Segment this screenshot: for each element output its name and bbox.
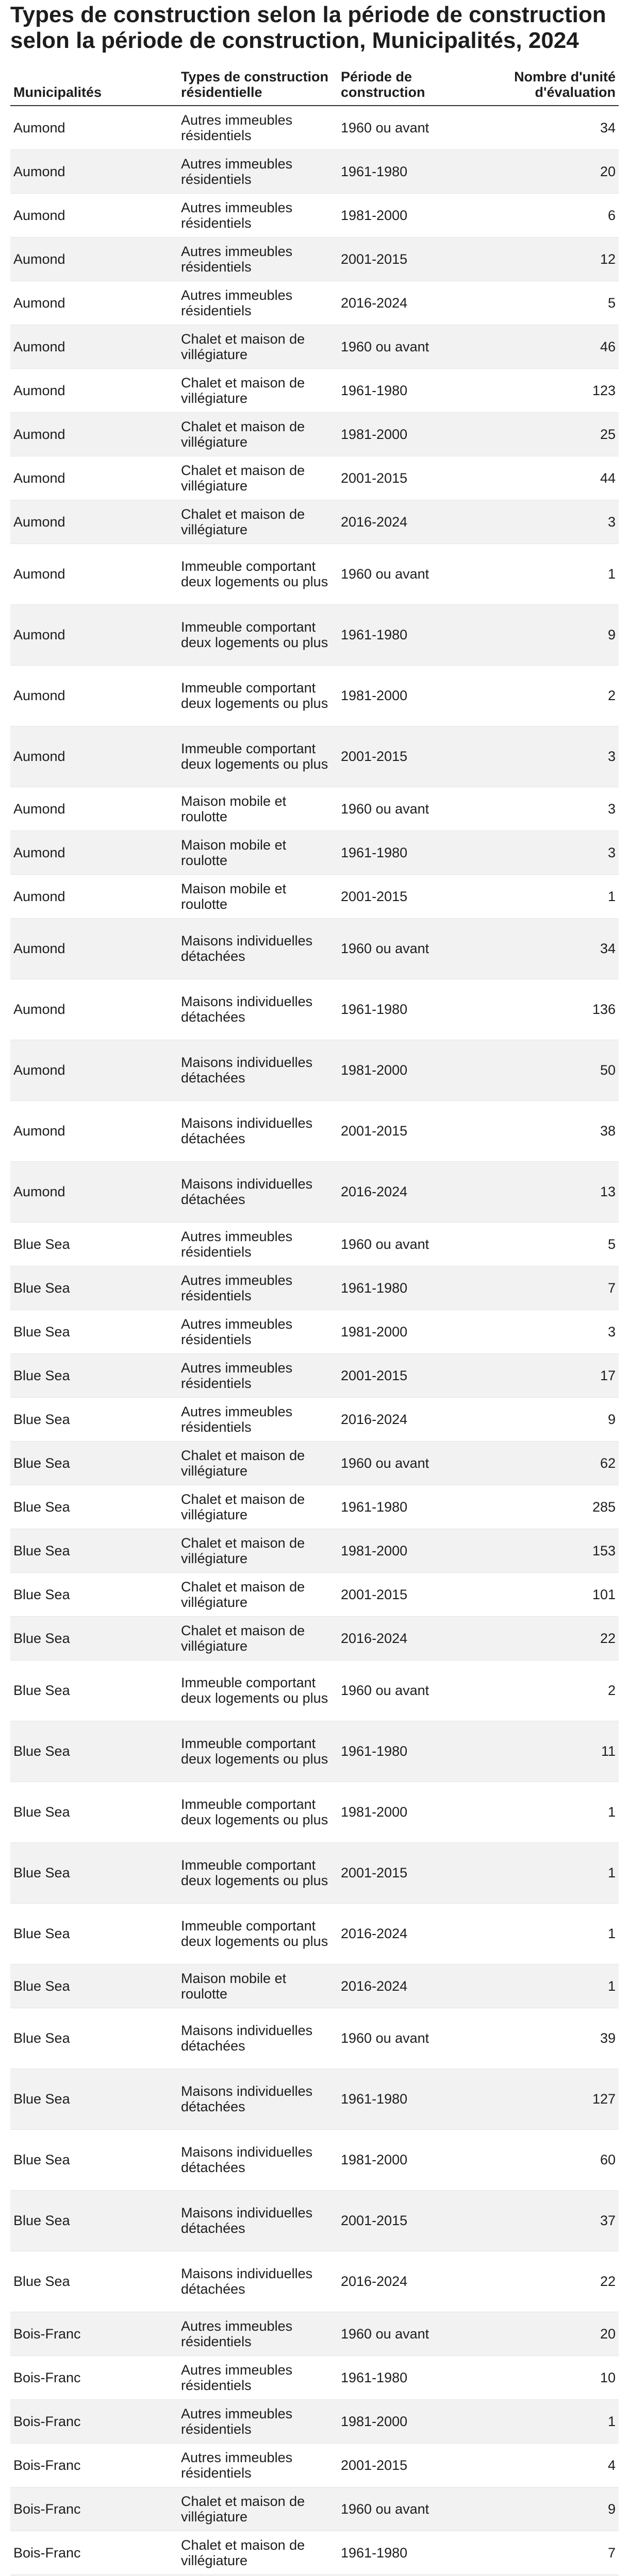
cell-nombre: 17	[492, 1353, 619, 1397]
cell-municipalite: Aumond	[10, 281, 178, 325]
table-row	[10, 2312, 619, 2355]
cell-municipalite: Bois-Franc	[10, 2355, 178, 2399]
cell-periode: 1981-2000	[338, 1782, 492, 1842]
cell-nombre: 12	[492, 237, 619, 281]
table-row	[10, 2399, 619, 2443]
cell-periode: 2016-2024	[338, 281, 492, 325]
cell-type: Maisons individuelles détachées	[178, 2251, 338, 2312]
cell-municipalite: Aumond	[10, 918, 178, 979]
table-row	[10, 237, 619, 281]
table-row	[10, 1842, 619, 1903]
cell-type: Chalet et maison de villégiature	[178, 1572, 338, 1616]
cell-type: Chalet et maison de villégiature	[178, 1441, 338, 1485]
cell-type: Maison mobile et roulotte	[178, 831, 338, 874]
table-row	[10, 325, 619, 368]
cell-municipalite: Aumond	[10, 456, 178, 500]
table-row	[10, 665, 619, 726]
cell-periode: 1961-1980	[338, 604, 492, 665]
cell-type: Chalet et maison de villégiature	[178, 500, 338, 544]
cell-type: Autres immeubles résidentiels	[178, 1310, 338, 1353]
cell-municipalite: Aumond	[10, 1040, 178, 1100]
cell-periode: 2016-2024	[338, 1964, 492, 2008]
cell-periode: 2001-2015	[338, 456, 492, 500]
cell-nombre: 127	[492, 2069, 619, 2129]
cell-type: Immeuble comportant deux logements ou plus	[178, 1660, 338, 1721]
cell-periode: 1961-1980	[338, 149, 492, 193]
cell-periode: 1961-1980	[338, 2531, 492, 2574]
table-row	[10, 604, 619, 665]
cell-municipalite: Aumond	[10, 665, 178, 726]
cell-municipalite: Blue Sea	[10, 1660, 178, 1721]
cell-type: Autres immeubles résidentiels	[178, 2312, 338, 2355]
cell-periode: 2001-2015	[338, 726, 492, 787]
cell-type: Immeuble comportant deux logements ou plus	[178, 604, 338, 665]
cell-nombre: 39	[492, 2008, 619, 2069]
cell-municipalite: Blue Sea	[10, 1572, 178, 1616]
table-row	[10, 1616, 619, 1660]
cell-periode: 2016-2024	[338, 1616, 492, 1660]
cell-periode: 1961-1980	[338, 831, 492, 874]
column-header-periode[interactable]: Période de construction	[338, 66, 492, 106]
table-row	[10, 918, 619, 979]
cell-municipalite: Aumond	[10, 544, 178, 604]
cell-nombre: 9	[492, 2487, 619, 2531]
cell-type: Chalet et maison de villégiature	[178, 456, 338, 500]
table-row	[10, 1100, 619, 1161]
cell-type: Immeuble comportant deux logements ou plus	[178, 1842, 338, 1903]
cell-municipalite: Aumond	[10, 412, 178, 456]
cell-periode: 1981-2000	[338, 193, 492, 237]
cell-type: Chalet et maison de villégiature	[178, 368, 338, 412]
cell-periode: 1981-2000	[338, 1040, 492, 1100]
cell-type: Autres immeubles résidentiels	[178, 2355, 338, 2399]
table-row	[10, 979, 619, 1040]
cell-periode: 1960 ou avant	[338, 1660, 492, 1721]
table-row	[10, 1397, 619, 1441]
cell-periode: 2001-2015	[338, 2190, 492, 2251]
cell-type: Maison mobile et roulotte	[178, 1964, 338, 2008]
cell-municipalite: Blue Sea	[10, 2008, 178, 2069]
cell-periode: 1961-1980	[338, 2069, 492, 2129]
cell-periode: 1981-2000	[338, 2399, 492, 2443]
cell-municipalite: Aumond	[10, 368, 178, 412]
cell-municipalite: Aumond	[10, 106, 178, 149]
cell-periode: 2001-2015	[338, 1353, 492, 1397]
cell-type: Autres immeubles résidentiels	[178, 237, 338, 281]
cell-municipalite: Aumond	[10, 726, 178, 787]
cell-nombre: 1	[492, 2399, 619, 2443]
cell-nombre: 5	[492, 1222, 619, 1266]
cell-type: Maisons individuelles détachées	[178, 2129, 338, 2190]
table-row	[10, 787, 619, 831]
column-header-municipalites[interactable]: Municipalités	[10, 66, 178, 106]
table-row	[10, 1040, 619, 1100]
column-header-nombre[interactable]: Nombre d'unité d'évaluation	[492, 66, 619, 106]
cell-municipalite: Blue Sea	[10, 2069, 178, 2129]
cell-periode: 1981-2000	[338, 412, 492, 456]
cell-nombre: 44	[492, 456, 619, 500]
cell-municipalite: Aumond	[10, 149, 178, 193]
cell-type: Chalet et maison de villégiature	[178, 1616, 338, 1660]
data-table	[10, 66, 619, 2576]
table-body	[10, 106, 619, 2576]
cell-periode: 2001-2015	[338, 1100, 492, 1161]
cell-type: Maisons individuelles détachées	[178, 1040, 338, 1100]
table-row	[10, 281, 619, 325]
cell-periode: 1960 ou avant	[338, 2312, 492, 2355]
table-row	[10, 412, 619, 456]
cell-nombre: 46	[492, 325, 619, 368]
cell-type: Autres immeubles résidentiels	[178, 193, 338, 237]
cell-nombre: 20	[492, 2312, 619, 2355]
cell-municipalite: Bois-Franc	[10, 2399, 178, 2443]
cell-periode: 2001-2015	[338, 2443, 492, 2487]
table-row	[10, 193, 619, 237]
table-row	[10, 1485, 619, 1529]
cell-nombre: 1	[492, 1964, 619, 2008]
cell-type: Immeuble comportant deux logements ou plus	[178, 1782, 338, 1842]
cell-nombre: 11	[492, 1721, 619, 1782]
cell-periode: 2001-2015	[338, 1842, 492, 1903]
cell-municipalite: Aumond	[10, 500, 178, 544]
page-title: Types de construction selon la période de construction selon la période de construction, Municipalités, 2024	[10, 2, 606, 53]
cell-periode: 1960 ou avant	[338, 1441, 492, 1485]
cell-periode: 1960 ou avant	[338, 325, 492, 368]
cell-type: Chalet et maison de villégiature	[178, 2531, 338, 2574]
cell-type: Autres immeubles résidentiels	[178, 1353, 338, 1397]
cell-periode: 2016-2024	[338, 1161, 492, 1222]
cell-municipalite: Aumond	[10, 787, 178, 831]
cell-nombre: 2	[492, 1660, 619, 1721]
cell-municipalite: Aumond	[10, 604, 178, 665]
cell-nombre: 1	[492, 1782, 619, 1842]
table-row	[10, 500, 619, 544]
cell-nombre: 3	[492, 500, 619, 544]
cell-type: Immeuble comportant deux logements ou plus	[178, 726, 338, 787]
cell-type: Autres immeubles résidentiels	[178, 149, 338, 193]
cell-periode: 1961-1980	[338, 2355, 492, 2399]
cell-type: Autres immeubles résidentiels	[178, 1266, 338, 1310]
cell-nombre: 13	[492, 1161, 619, 1222]
cell-type: Autres immeubles résidentiels	[178, 2399, 338, 2443]
cell-nombre: 3	[492, 831, 619, 874]
cell-type: Maisons individuelles détachées	[178, 1100, 338, 1161]
cell-periode: 2016-2024	[338, 1903, 492, 1964]
table-row	[10, 1441, 619, 1485]
cell-periode: 2016-2024	[338, 2251, 492, 2312]
table-row	[10, 1161, 619, 1222]
cell-nombre: 9	[492, 1397, 619, 1441]
cell-nombre: 153	[492, 1529, 619, 1572]
table-row	[10, 2190, 619, 2251]
table-header	[10, 66, 619, 106]
cell-nombre: 34	[492, 918, 619, 979]
table-row	[10, 2069, 619, 2129]
cell-nombre: 37	[492, 2190, 619, 2251]
cell-type: Maisons individuelles détachées	[178, 979, 338, 1040]
cell-municipalite: Aumond	[10, 1100, 178, 1161]
cell-municipalite: Aumond	[10, 193, 178, 237]
cell-municipalite: Blue Sea	[10, 1310, 178, 1353]
cell-type: Autres immeubles résidentiels	[178, 106, 338, 149]
cell-periode: 2016-2024	[338, 500, 492, 544]
cell-periode: 1981-2000	[338, 1529, 492, 1572]
cell-periode: 1981-2000	[338, 665, 492, 726]
cell-type: Autres immeubles résidentiels	[178, 2443, 338, 2487]
table-row	[10, 2487, 619, 2531]
column-header-types[interactable]: Types de construction résidentielle	[178, 66, 338, 106]
table-row	[10, 544, 619, 604]
cell-municipalite: Blue Sea	[10, 1441, 178, 1485]
cell-municipalite: Blue Sea	[10, 1903, 178, 1964]
cell-municipalite: Blue Sea	[10, 1353, 178, 1397]
cell-municipalite: Aumond	[10, 1161, 178, 1222]
cell-nombre: 60	[492, 2129, 619, 2190]
cell-nombre: 6	[492, 193, 619, 237]
cell-type: Maisons individuelles détachées	[178, 918, 338, 979]
cell-nombre: 22	[492, 2251, 619, 2312]
cell-periode: 1960 ou avant	[338, 2487, 492, 2531]
cell-municipalite: Blue Sea	[10, 2129, 178, 2190]
cell-nombre: 50	[492, 1040, 619, 1100]
cell-type: Immeuble comportant deux logements ou plus	[178, 1721, 338, 1782]
cell-nombre: 25	[492, 412, 619, 456]
cell-periode: 1960 ou avant	[338, 106, 492, 149]
cell-periode: 1960 ou avant	[338, 918, 492, 979]
table-row	[10, 1266, 619, 1310]
cell-type: Immeuble comportant deux logements ou plus	[178, 665, 338, 726]
cell-municipalite: Aumond	[10, 874, 178, 918]
cell-nombre: 1	[492, 1842, 619, 1903]
cell-municipalite: Blue Sea	[10, 1529, 178, 1572]
table-row	[10, 1222, 619, 1266]
cell-nombre: 1	[492, 544, 619, 604]
cell-municipalite: Blue Sea	[10, 2190, 178, 2251]
table-row	[10, 726, 619, 787]
cell-type: Chalet et maison de villégiature	[178, 412, 338, 456]
cell-nombre: 34	[492, 106, 619, 149]
cell-municipalite: Blue Sea	[10, 2251, 178, 2312]
table-row	[10, 1903, 619, 1964]
cell-type: Maisons individuelles détachées	[178, 2008, 338, 2069]
cell-periode: 2016-2024	[338, 1397, 492, 1441]
cell-periode: 1961-1980	[338, 1721, 492, 1782]
cell-nombre: 7	[492, 1266, 619, 1310]
cell-periode: 1960 ou avant	[338, 1222, 492, 1266]
table-row	[10, 1660, 619, 1721]
cell-periode: 1981-2000	[338, 1310, 492, 1353]
cell-periode: 1981-2000	[338, 2129, 492, 2190]
cell-periode: 1960 ou avant	[338, 2008, 492, 2069]
cell-type: Maison mobile et roulotte	[178, 874, 338, 918]
cell-nombre: 2	[492, 665, 619, 726]
cell-municipalite: Blue Sea	[10, 1485, 178, 1529]
cell-type: Maisons individuelles détachées	[178, 1161, 338, 1222]
table-row	[10, 2129, 619, 2190]
table-row	[10, 1572, 619, 1616]
cell-type: Maisons individuelles détachées	[178, 2069, 338, 2129]
table-row	[10, 1310, 619, 1353]
table-row	[10, 149, 619, 193]
cell-municipalite: Aumond	[10, 979, 178, 1040]
cell-type: Chalet et maison de villégiature	[178, 325, 338, 368]
table-row	[10, 2008, 619, 2069]
cell-type: Immeuble comportant deux logements ou plus	[178, 1903, 338, 1964]
cell-periode: 1960 ou avant	[338, 544, 492, 604]
cell-periode: 2001-2015	[338, 1572, 492, 1616]
cell-municipalite: Blue Sea	[10, 1782, 178, 1842]
table-row	[10, 2355, 619, 2399]
cell-nombre: 20	[492, 149, 619, 193]
table-row	[10, 368, 619, 412]
cell-nombre: 10	[492, 2355, 619, 2399]
cell-type: Immeuble comportant deux logements ou plus	[178, 544, 338, 604]
cell-type: Maison mobile et roulotte	[178, 787, 338, 831]
cell-type: Autres immeubles résidentiels	[178, 1397, 338, 1441]
cell-municipalite: Blue Sea	[10, 1222, 178, 1266]
cell-periode: 1961-1980	[338, 1266, 492, 1310]
table-row	[10, 456, 619, 500]
table-row	[10, 831, 619, 874]
cell-type: Autres immeubles résidentiels	[178, 1222, 338, 1266]
table-row	[10, 2443, 619, 2487]
cell-nombre: 3	[492, 1310, 619, 1353]
cell-nombre: 3	[492, 726, 619, 787]
cell-municipalite: Aumond	[10, 831, 178, 874]
cell-nombre: 38	[492, 1100, 619, 1161]
cell-nombre: 4	[492, 2443, 619, 2487]
cell-nombre: 285	[492, 1485, 619, 1529]
cell-municipalite: Blue Sea	[10, 1266, 178, 1310]
cell-periode: 2001-2015	[338, 874, 492, 918]
cell-nombre: 1	[492, 874, 619, 918]
cell-periode: 1961-1980	[338, 979, 492, 1040]
cell-municipalite: Blue Sea	[10, 1397, 178, 1441]
table-row	[10, 1529, 619, 1572]
cell-municipalite: Bois-Franc	[10, 2487, 178, 2531]
cell-nombre: 62	[492, 1441, 619, 1485]
table-row	[10, 2251, 619, 2312]
cell-type: Chalet et maison de villégiature	[178, 1485, 338, 1529]
cell-type: Maisons individuelles détachées	[178, 2190, 338, 2251]
cell-nombre: 5	[492, 281, 619, 325]
cell-periode: 1960 ou avant	[338, 787, 492, 831]
table-row	[10, 1721, 619, 1782]
cell-type: Chalet et maison de villégiature	[178, 2487, 338, 2531]
cell-nombre: 22	[492, 1616, 619, 1660]
cell-nombre: 123	[492, 368, 619, 412]
cell-nombre: 7	[492, 2531, 619, 2574]
cell-nombre: 3	[492, 787, 619, 831]
table-row	[10, 1782, 619, 1842]
cell-municipalite: Aumond	[10, 237, 178, 281]
cell-nombre: 9	[492, 604, 619, 665]
cell-periode: 2001-2015	[338, 237, 492, 281]
table-row	[10, 2531, 619, 2574]
cell-periode: 1961-1980	[338, 1485, 492, 1529]
cell-municipalite: Aumond	[10, 325, 178, 368]
cell-municipalite: Bois-Franc	[10, 2531, 178, 2574]
cell-nombre: 1	[492, 1903, 619, 1964]
table-row	[10, 106, 619, 149]
cell-municipalite: Blue Sea	[10, 1842, 178, 1903]
cell-periode: 1961-1980	[338, 368, 492, 412]
table-row	[10, 874, 619, 918]
cell-municipalite: Blue Sea	[10, 1616, 178, 1660]
table-row	[10, 1964, 619, 2008]
cell-municipalite: Blue Sea	[10, 1964, 178, 2008]
cell-nombre: 101	[492, 1572, 619, 1616]
cell-municipalite: Bois-Franc	[10, 2312, 178, 2355]
cell-type: Autres immeubles résidentiels	[178, 281, 338, 325]
cell-nombre: 136	[492, 979, 619, 1040]
table-row	[10, 1353, 619, 1397]
cell-type: Chalet et maison de villégiature	[178, 1529, 338, 1572]
cell-municipalite: Blue Sea	[10, 1721, 178, 1782]
cell-municipalite: Bois-Franc	[10, 2443, 178, 2487]
